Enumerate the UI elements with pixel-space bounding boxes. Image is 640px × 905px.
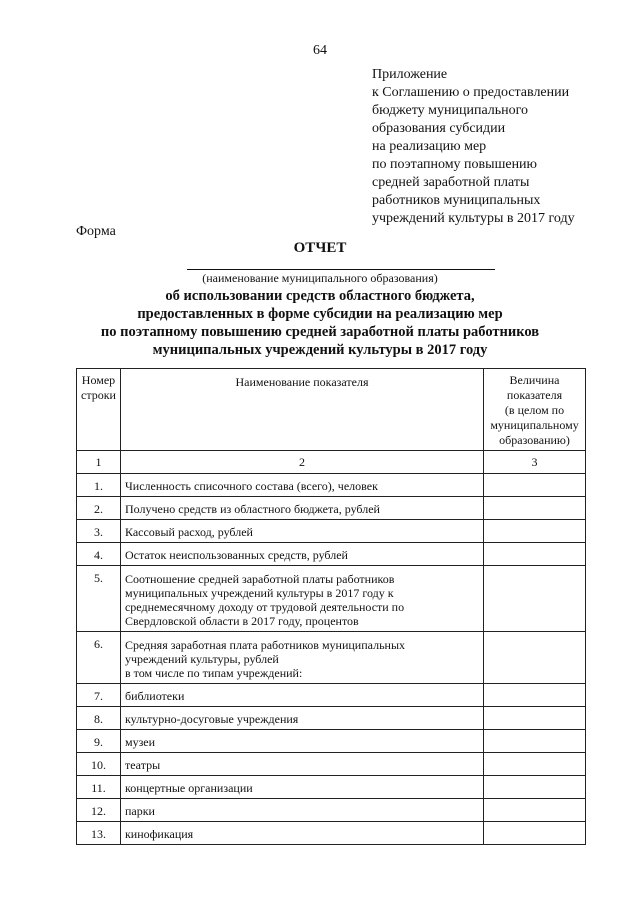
header-line: Величина [509, 373, 560, 387]
header-line: (в целом по [504, 403, 565, 417]
row-number: 12. [77, 799, 121, 822]
appendix-line: образования субсидии [372, 121, 506, 136]
indicator-name [120, 776, 483, 799]
table-row [77, 520, 586, 543]
municipality-underline [187, 269, 495, 270]
indicator-line: Соотношение средней заработной платы работников [124, 571, 395, 586]
indicator-line: Получено средств из областного бюджета, рублей [124, 502, 380, 516]
appendix-line: по поэтапному повышению [372, 157, 538, 172]
table-row [77, 707, 586, 730]
subtitle-line: предоставленных в форме субсидии на реализацию мер [137, 306, 503, 322]
header-line: образованию) [499, 433, 570, 447]
header-line: Номер [81, 373, 116, 387]
indicator-line: парки [124, 804, 155, 818]
row-number: 4. [77, 543, 121, 566]
indicator-value-cell[interactable] [484, 497, 586, 520]
indicator-line: Кассовый расход, рублей [124, 525, 253, 539]
indicator-line: в том числе по типам учреждений: [124, 665, 303, 680]
indicator-name [120, 474, 483, 497]
row-number: 7. [77, 684, 121, 707]
table-row [77, 776, 586, 799]
indicator-name [120, 684, 483, 707]
indicator-value-cell[interactable] [484, 566, 586, 632]
row-number: 11. [77, 776, 121, 799]
header-indicator-name: Наименование показателя [120, 369, 483, 451]
report-subtitle [0, 287, 640, 359]
indicator-name [120, 753, 483, 776]
indicator-value-cell[interactable] [484, 753, 586, 776]
indicator-line: среднемесячному доходу от трудовой деятельности по [124, 599, 405, 614]
indicator-line: театры [124, 758, 161, 772]
table-row [77, 474, 586, 497]
indicator-line: учреждений культуры, рублей [124, 651, 279, 666]
column-number: 1 [77, 451, 121, 474]
indicator-name [120, 497, 483, 520]
indicator-line: Свердловской области в 2017 году, процентов [124, 613, 359, 628]
indicator-line: музеи [124, 735, 156, 749]
subtitle-line: об использовании средств областного бюджета, [165, 288, 475, 304]
indicator-value-cell[interactable] [484, 684, 586, 707]
column-number: 2 [120, 451, 483, 474]
indicator-line: концертные организации [124, 781, 253, 795]
indicator-name [120, 543, 483, 566]
table-row [77, 730, 586, 753]
table-row [77, 684, 586, 707]
table-row [77, 799, 586, 822]
indicator-value-cell[interactable] [484, 799, 586, 822]
page-number: 64 [313, 43, 327, 58]
indicator-value-cell[interactable] [484, 543, 586, 566]
appendix-line: средней заработной платы [372, 175, 530, 190]
indicator-name [120, 707, 483, 730]
indicator-line: Средняя заработная плата работников муниципальных [124, 637, 406, 652]
indicator-line: Численность списочного состава (всего), человек [124, 479, 378, 493]
report-title: ОТЧЕТ [293, 240, 347, 256]
indicator-name [120, 632, 483, 684]
appendix-block [372, 66, 622, 228]
indicator-name [120, 822, 483, 845]
appendix-line: Приложение [372, 67, 448, 82]
row-number: 1. [77, 474, 121, 497]
indicator-value-cell[interactable] [484, 822, 586, 845]
appendix-line: на реализацию мер [372, 139, 487, 154]
indicator-value-cell[interactable] [484, 474, 586, 497]
header-line: показателя [506, 388, 563, 402]
table-row [77, 822, 586, 845]
subtitle-line: по поэтапному повышению средней заработной платы работников [100, 324, 540, 340]
report-table [76, 368, 586, 845]
indicator-value-cell[interactable] [484, 776, 586, 799]
indicator-name [120, 566, 483, 632]
row-number: 8. [77, 707, 121, 730]
column-number: 3 [484, 451, 586, 474]
header-line: строки [81, 388, 116, 402]
header-line: муниципальному [490, 418, 579, 432]
table-row [77, 753, 586, 776]
header-indicator-value [484, 369, 586, 451]
table-row [77, 497, 586, 520]
appendix-line: работников муниципальных [372, 193, 541, 208]
appendix-line: к Соглашению о предоставлении [372, 85, 570, 100]
municipality-caption: (наименование муниципального образования) [202, 271, 438, 285]
indicator-line: муниципальных учреждений культуры в 2017 году к [124, 585, 394, 600]
indicator-name [120, 730, 483, 753]
indicator-name [120, 799, 483, 822]
table-row [77, 632, 586, 684]
appendix-line: учреждений культуры в 2017 году [372, 211, 575, 226]
indicator-name [120, 520, 483, 543]
indicator-value-cell[interactable] [484, 632, 586, 684]
table-row [77, 543, 586, 566]
indicator-line: Остаток неиспользованных средств, рублей [124, 548, 348, 562]
indicator-value-cell[interactable] [484, 707, 586, 730]
row-number: 13. [77, 822, 121, 845]
indicator-line: культурно-досуговые учреждения [124, 712, 299, 726]
table-row [77, 566, 586, 632]
form-label: Форма [76, 224, 116, 239]
table-header-row [77, 369, 586, 451]
indicator-line: библиотеки [124, 689, 185, 703]
appendix-line: бюджету муниципального [372, 103, 529, 118]
subtitle-line: муниципальных учреждений культуры в 2017 году [152, 342, 488, 358]
row-number: 6. [77, 632, 121, 684]
indicator-value-cell[interactable] [484, 520, 586, 543]
column-number-row [77, 451, 586, 474]
indicator-value-cell[interactable] [484, 730, 586, 753]
row-number: 5. [77, 566, 121, 632]
row-number: 3. [77, 520, 121, 543]
header-row-number [77, 369, 121, 451]
row-number: 2. [77, 497, 121, 520]
row-number: 9. [77, 730, 121, 753]
row-number: 10. [77, 753, 121, 776]
indicator-line: кинофикация [124, 827, 194, 841]
